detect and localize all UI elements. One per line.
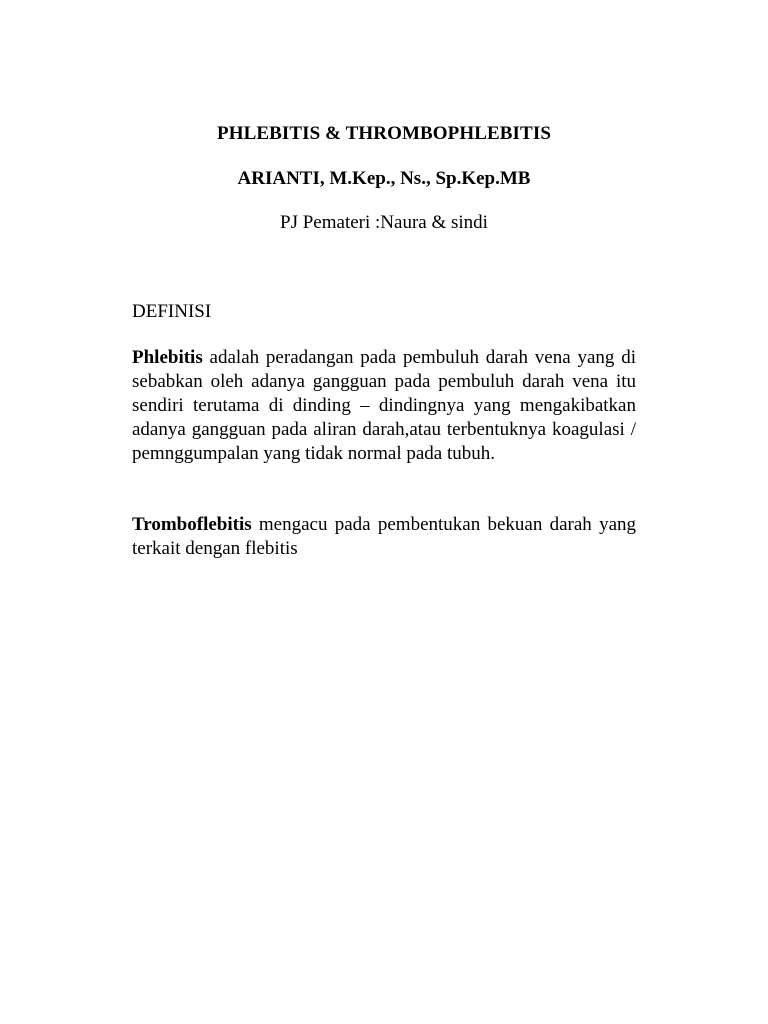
document-author: ARIANTI, M.Kep., Ns., Sp.Kep.MB <box>237 168 531 189</box>
document-title: PHLEBITIS & THROMBOPHLEBITIS <box>217 123 551 144</box>
definition-term: Tromboflebitis <box>132 514 252 535</box>
section-heading-definisi: DEFINISI <box>132 301 212 322</box>
definition-text: mengacu pada pembentukan bekuan darah yang terkait dengan flebitis <box>132 514 636 559</box>
definition-text: adalah peradangan pada pembuluh darah vena yang di sebabkan oleh adanya gangguan pada pembuluh darah vena itu sendiri terutama di dinding – dindingnya yang mengakibatkan adanya gangguan pada aliran darah,atau terbentuknya koagulasi / pemnggumpalan yang tidak normal pada tubuh. <box>132 347 636 464</box>
definition-paragraph-phlebitis <box>132 346 636 466</box>
definition-paragraph-tromboflebitis <box>132 513 636 561</box>
presenter-line: PJ Pemateri :Naura & sindi <box>280 212 488 233</box>
definition-term: Phlebitis <box>132 347 203 368</box>
